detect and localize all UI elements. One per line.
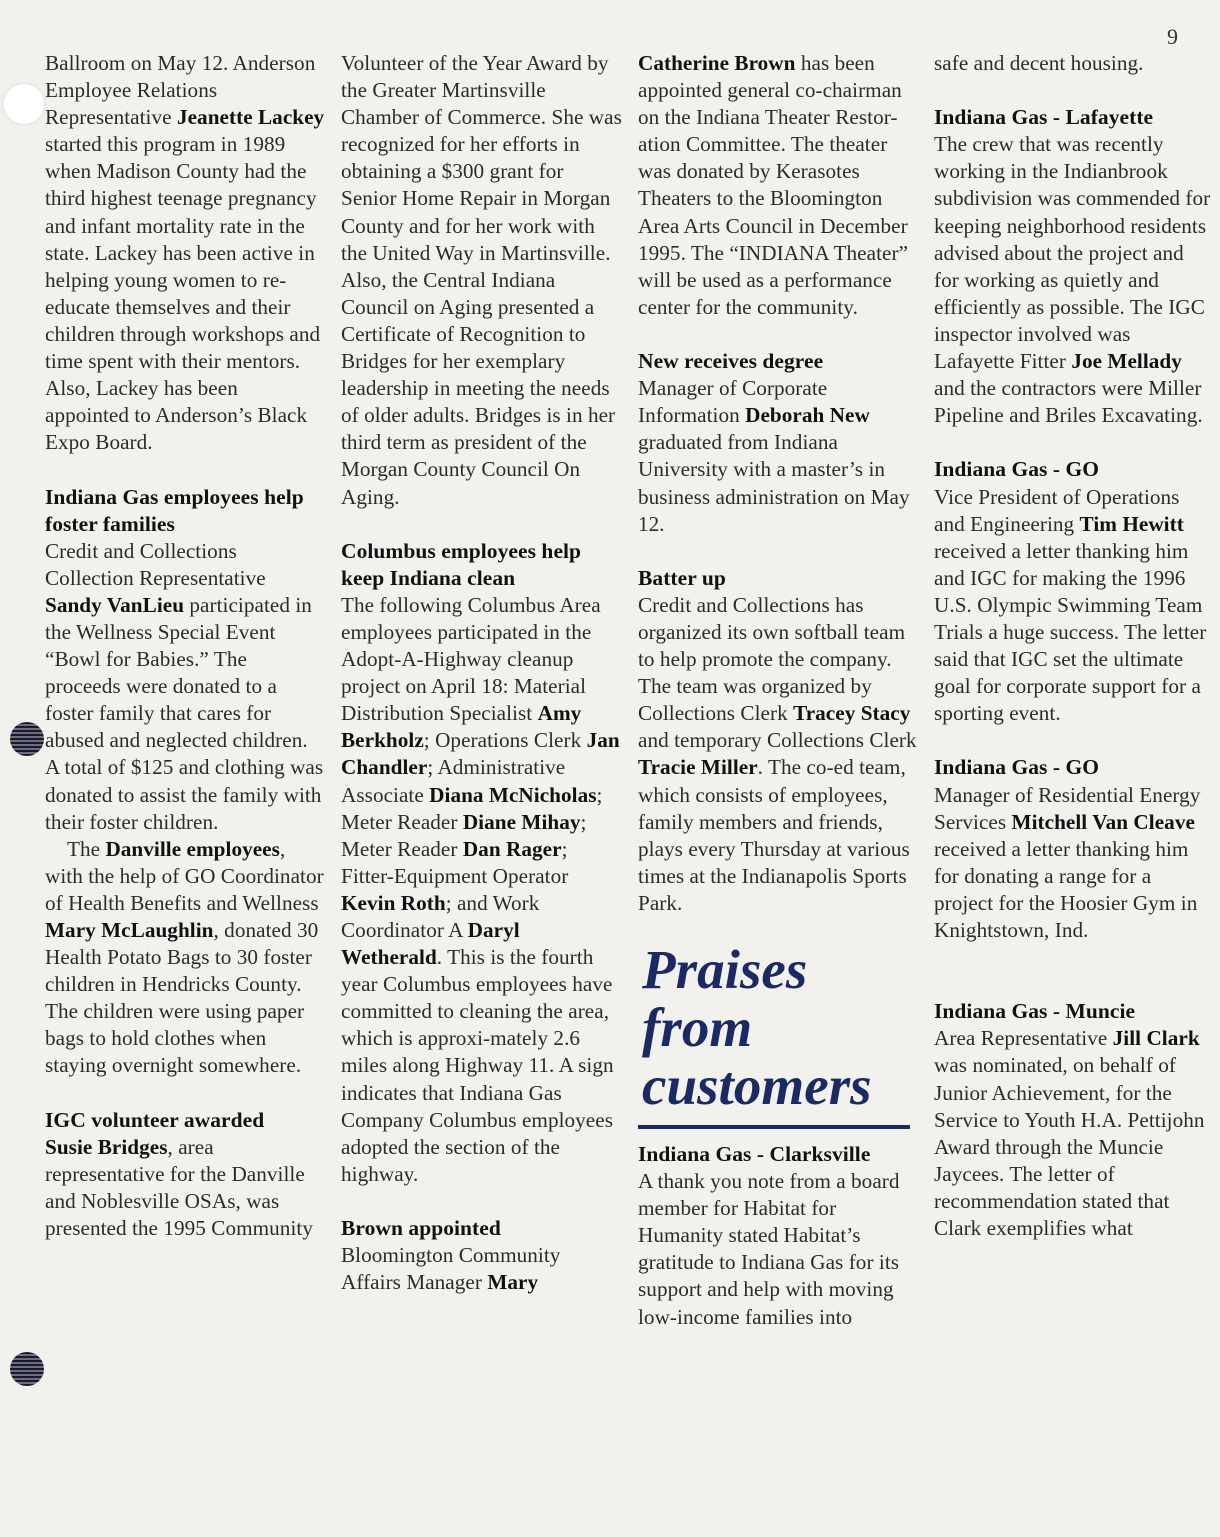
person-name: Danville employees (105, 836, 280, 861)
article-heading: Indiana Gas - GO (934, 457, 1100, 482)
text-run: received a letter thanking him for donating a range for a project for the Hoosier Gym in Knightstown, Ind. (934, 836, 1198, 942)
person-name: Mary McLaughlin (45, 918, 214, 942)
text-run: and temporary Collections Clerk (638, 728, 917, 753)
section-banner-title (642, 941, 920, 1115)
text-run: ; Administrative Associate (341, 755, 566, 807)
text-run: Ballroom on May 12. Anderson Employee Relations Representative (45, 51, 316, 130)
person-name: Dan Rager (462, 836, 562, 861)
text-run: Bloomington Community Affairs Manager (341, 1243, 561, 1295)
text-run: graduated from Indiana University with a master’s in business administration on May 12. (638, 430, 910, 536)
text-run: ; Meter Reader (341, 782, 603, 834)
article-heading: Indiana Gas - Lafayette (934, 105, 1154, 130)
article-heading: New receives degree (638, 349, 824, 374)
person-name: Diane Mihay (462, 809, 581, 834)
article-heading: IGC volunteer awarded (45, 1107, 265, 1132)
text-run: Credit and Collections has organized its own softball team to help promote the company. The team was organized by Collections Clerk (638, 592, 906, 726)
text-run: has been appointed general co-chairman on the Indiana Theater Restor-ation Committee. The theater was donated by Kerasotes Theaters to the Bloomington Area Arts Council in December 1995. The “INDIANA Theater” will be used as a performance center for the community. (638, 51, 909, 319)
person-name: Tim Hewitt (1079, 511, 1184, 536)
article-paragraph (934, 484, 1212, 728)
person-name: Daryl Wetherald (341, 918, 520, 970)
article-paragraph (934, 782, 1212, 945)
article-heading: Batter up (638, 565, 726, 590)
paragraph-spacer (45, 1080, 325, 1107)
paragraph-spacer (341, 511, 623, 538)
article-paragraph (638, 50, 920, 321)
banner-line: customers (642, 1055, 872, 1116)
text-run: Area Representative (934, 1026, 1113, 1051)
text-run: The crew that was recently working in the Indianbrook subdivision was commended for keeping neighborhood residents advised about the project and for working as quietly and efficiently as possible. The IGC inspector involved was Lafayette Fitter (934, 132, 1211, 374)
paragraph-spacer (638, 538, 920, 565)
text-run: Manager of Residential Energy Services (934, 782, 1201, 834)
paragraph-spacer (934, 971, 1212, 998)
text-run: , donated 30 Health Potato Bags to 30 foster children in Hendricks County. The children were using paper bags to hold clothes when staying overnight somewhere. (45, 918, 319, 1078)
text-run: , with the help of GO Coordinator of Health Benefits and Wellness (45, 836, 324, 915)
person-name: Mitchell Van Cleave (1011, 809, 1195, 834)
article-heading: Indiana Gas employees help foster families (45, 484, 304, 536)
article-paragraph (341, 50, 623, 511)
column-3 (638, 50, 920, 1331)
person-name: Catherine Brown (638, 51, 796, 75)
article-paragraph (341, 1242, 623, 1296)
text-run: The following Columbus Area employees participated in the Adopt-A-Highway cleanup project on April 18: Material Distribution Specialist (341, 592, 601, 726)
banner-line: Praises (642, 939, 808, 1000)
article-heading: Indiana Gas - Muncie (934, 999, 1136, 1024)
text-run: ; Fitter-Equipment Operator (341, 836, 569, 888)
person-name: Deborah New (745, 403, 870, 428)
text-run: was nominated, on behalf of Junior Achievement, for the Service to Youth H.A. Pettijohn Award through the Muncie Jaycees. The letter of recommendation stated that Clark exemplifies what (934, 1053, 1205, 1241)
text-run: Volunteer of the Year Award by the Greater Martinsville Chamber of Commerce. She was recognized for her efforts in obtaining a $300 grant for Senior Home Repair in Morgan County and for her work with the United Way in Martinsville. Also, the Central Indiana Council on Aging presented a Certificate of Recognition to Bridges for her exemplary leadership in meeting the needs of older adults. Bridges is in her third term as president of the Morgan County Council On Aging. (341, 51, 622, 509)
column-4 (934, 50, 1212, 1242)
person-name: Mary (487, 1270, 539, 1295)
text-run: Vice President of Operations and Engineering (934, 484, 1180, 536)
person-name: Sandy VanLieu (45, 592, 185, 617)
text-run: received a letter thanking him and IGC for making the 1996 U.S. Olympic Swimming Team Trials a huge success. The letter said that IGC set the ultimate goal for corporate support for a sporting event. (934, 538, 1207, 726)
column-2 (341, 50, 623, 1296)
binder-hole-top (4, 84, 44, 124)
person-name: Jeanette Lackey (176, 105, 325, 130)
article-heading: Indiana Gas - Clarksville (638, 1142, 871, 1166)
paragraph-spacer (934, 429, 1212, 456)
text-run: Credit and Collections Collection Representative (45, 538, 266, 590)
article-paragraph (934, 1025, 1212, 1242)
text-run: ; and Work Coordinator A (341, 890, 540, 942)
article-paragraph (638, 592, 920, 917)
text-run: participated in the Wellness Special Event “Bowl for Babies.” The proceeds were donated to a foster family that cares for abused and neglected children. A total of $125 and clothing was donated to assist the family with their foster children. (45, 592, 324, 834)
person-name: Jan Chandler (341, 728, 620, 780)
person-name: Tracey Stacy (793, 701, 911, 726)
person-name: Kevin Roth (341, 890, 446, 915)
article-paragraph (934, 131, 1212, 429)
paragraph-spacer (341, 1188, 623, 1215)
article-paragraph (341, 592, 623, 1188)
article-paragraph (45, 538, 325, 836)
text-run: and the contractors were Miller Pipeline and Briles Excavating. (934, 376, 1203, 428)
article-paragraph (934, 50, 1212, 77)
person-name: Diana McNicholas (429, 782, 597, 807)
text-run: . The co-ed team, which consists of employees, family members and friends, plays every Thursday at various times at the Indianapolis Sports Park. (638, 755, 910, 915)
article-paragraph (45, 1134, 325, 1242)
text-run: started this program in 1989 when Madison County had the third highest teenage pregnancy and infant mortality rate in the state. Lackey has been active in helping young women to re-educate themselves and their children through workshops and time spent with their mentors. Also, Lackey has been appointed to Anderson’s Black Expo Board. (45, 132, 321, 455)
banner-line: from (642, 997, 753, 1058)
person-name: Amy Berkholz (341, 701, 582, 753)
paragraph-spacer (45, 456, 325, 483)
text-run: The (67, 836, 106, 861)
article-heading: Brown appointed (341, 1216, 501, 1241)
article-paragraph (45, 50, 325, 456)
text-run: Manager of Corporate Information (638, 376, 828, 428)
person-name: Tracie Miller (638, 755, 758, 780)
text-run: ; Meter Reader (341, 809, 587, 861)
banner-rule (638, 1125, 910, 1129)
binder-hole-middle (10, 722, 44, 756)
person-name: Joe Mellady (1071, 349, 1182, 374)
column-1 (45, 50, 325, 1242)
article-paragraph (638, 1168, 920, 1331)
text-run: A thank you note from a board member for Habitat for Humanity stated Habitat’s gratitude to Indiana Gas for its support and help with moving low-income families into (638, 1169, 900, 1329)
binder-hole-bottom (10, 1352, 44, 1386)
text-run: , area representative for the Danville and Noblesville OSAs, was presented the 1995 Community (45, 1134, 313, 1241)
person-name: Susie Bridges (45, 1134, 168, 1159)
person-name: Jill Clark (1112, 1026, 1200, 1051)
article-paragraph (638, 375, 920, 538)
text-run: ; Operations Clerk (423, 728, 587, 753)
paragraph-spacer (638, 321, 920, 348)
article-heading: Columbus employees help keep Indiana clean (341, 538, 582, 590)
article-paragraph (45, 836, 325, 1080)
paragraph-spacer (934, 77, 1212, 104)
text-run: . This is the fourth year Columbus employees have committed to cleaning the area, which is approxi-mately 2.6 miles along Highway 11. A sign indicates that Indiana Gas Company Columbus employees adopted the section of the highway. (341, 945, 614, 1186)
paragraph-spacer (934, 944, 1212, 971)
text-run: safe and decent housing. (934, 51, 1144, 75)
paragraph-spacer (934, 727, 1212, 754)
article-heading: Indiana Gas - GO (934, 755, 1100, 780)
page-number: 9 (1167, 24, 1178, 49)
